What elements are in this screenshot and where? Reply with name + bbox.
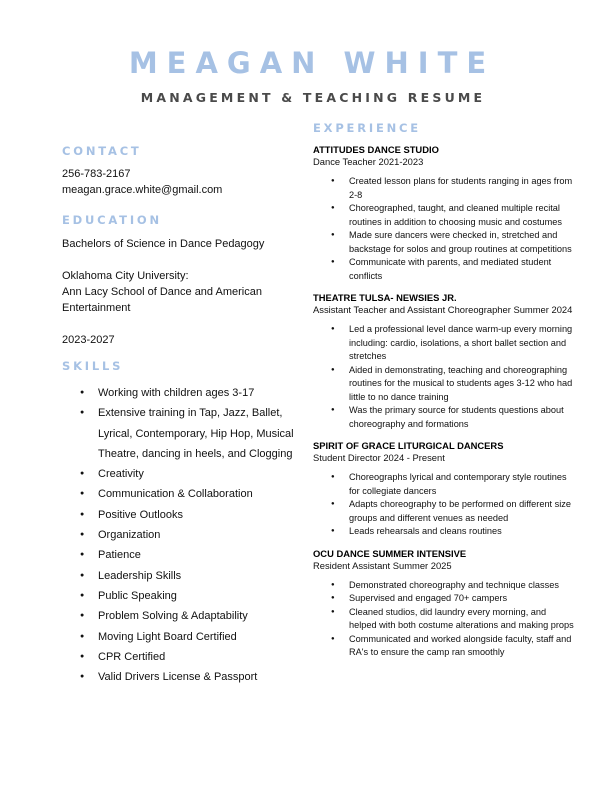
education-school: Ann Lacy School of Dance and American Entertainment [62,286,262,314]
duty-item: ● Created lesson plans for students ranging in ages from 2-8 [331,175,575,202]
duty-item: ● Communicate with parents, and mediated student conflicts [331,256,575,283]
job-role: Student Director 2024 - Present [313,452,445,463]
job-entry [313,292,575,431]
skill-item: ● Communication & Collaboration [80,484,300,504]
job-entry [313,548,575,660]
job-entry [313,144,575,283]
education-heading: EDUCATION [62,213,162,227]
duty-item: ● Leads rehearsals and cleans routines [331,525,575,539]
duty-item: ● Was the primary source for students questions about choreography and formations [331,404,575,431]
job-org: ATTITUDES DANCE STUDIO [313,144,439,155]
skill-item: ● Patience [80,545,300,565]
job-duties [331,471,575,539]
education-university: Oklahoma City University: [62,270,189,282]
skill-item: ● Creativity [80,464,300,484]
job-role: Resident Assistant Summer 2025 [313,559,452,571]
duty-item: ● Aided in demonstrating, teaching and choreographing routines for the musical to students ages 3-12 who had little to no dance training [331,364,575,405]
duty-item: ● Supervised and engaged 70+ campers [331,592,575,606]
skill-item: ● Positive Outlooks [80,505,300,525]
contact-heading: CONTACT [62,144,142,158]
resume-name: MEAGAN WHITE [128,46,496,80]
duty-item: ● Cleaned studios, did laundry every morning, and helped with both costume alterations and making props [331,606,575,633]
resume-subtitle: MANAGEMENT & TEACHING RESUME [140,90,486,105]
left-column [62,144,302,687]
education-years: 2023-2027 [62,334,115,346]
duty-item: ● Communicated and worked alongside faculty, staff and RA's to ensure the camp ran smoothly [331,633,575,660]
job-role: Assistant Teacher and Assistant Choreographer Summer 2024 [313,304,573,315]
skill-item: ● Leadership Skills [80,566,300,586]
job-duties [331,323,575,431]
job-org: THEATRE TULSA- NEWSIES JR. [313,292,457,303]
duty-item: ● Choreographs lyrical and contemporary style routines for collegiate dancers [331,471,575,498]
job-duties [331,579,575,660]
contact-email: meagan.grace.white@gmail.com [62,184,223,196]
experience-heading: EXPERIENCE [313,121,421,135]
duty-item: ● Led a professional level dance warm-up every morning including: cardio, isolations, a short ballet section and stretches [331,323,575,364]
skill-item: ● Public Speaking [80,586,300,606]
right-column [313,121,575,669]
job-role: Dance Teacher 2021-2023 [313,156,424,167]
duty-item: ● Demonstrated choreography and technique classes [331,579,575,593]
skill-item: ● Problem Solving & Adaptability [80,606,300,626]
skills-list [80,383,302,687]
skill-item: ● CPR Certified [80,647,300,667]
duty-item: ● Choreographed, taught, and cleaned multiple recital routines in addition to choosing music and costumes [331,202,575,229]
contact-phone: 256-783-2167 [62,168,131,180]
skill-item: ● Working with children ages 3-17 [80,383,300,403]
job-org: SPIRIT OF GRACE LITURGICAL DANCERS [313,440,504,451]
skills-heading: SKILLS [62,359,124,373]
duty-item: ● Made sure dancers were checked in, stretched and backstage for solos and group routines at competitions [331,229,575,256]
education-degree: Bachelors of Science in Dance Pedagogy [62,238,265,250]
skill-item: ● Moving Light Board Certified [80,627,300,647]
skill-item: ● Extensive training in Tap, Jazz, Ballet, Lyrical, Contemporary, Hip Hop, Musical Theatre, dancing in heels, and Clogging [80,403,300,464]
job-org: OCU DANCE SUMMER INTENSIVE [313,547,467,559]
job-entry [313,440,575,539]
duty-item: ● Adapts choreography to be performed on different size groups and different venues as needed [331,498,575,525]
skill-item: ● Organization [80,525,300,545]
skill-item: ● Valid Drivers License & Passport [80,667,300,687]
job-duties [331,175,575,283]
